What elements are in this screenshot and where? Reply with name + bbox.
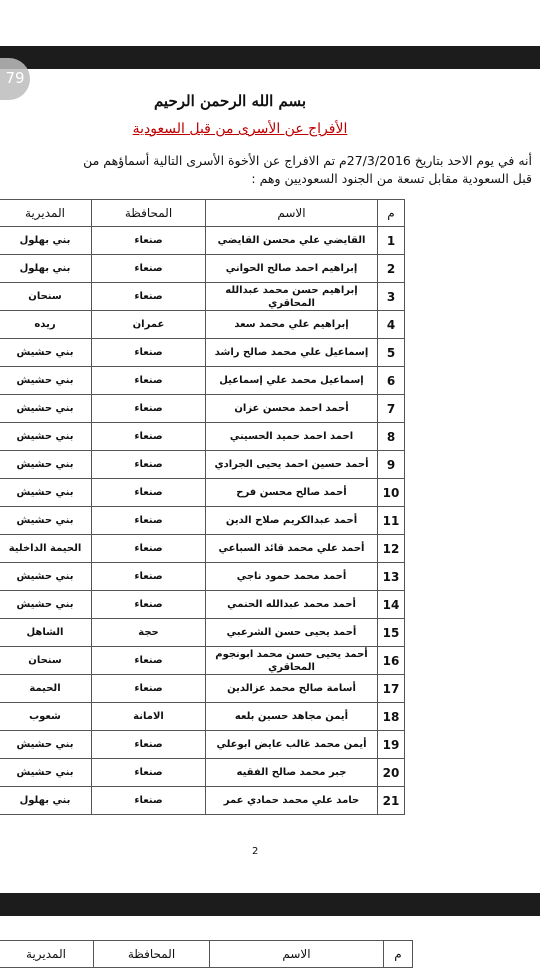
cell-name: القايضي علي محسن القايضي (206, 227, 378, 255)
cell-governorate: صنعاء (92, 647, 206, 675)
cell-governorate: صنعاء (92, 227, 206, 255)
cell-num: 3 (378, 283, 405, 311)
cell-num: 20 (378, 759, 405, 787)
cell-governorate: صنعاء (92, 339, 206, 367)
header-num: م (378, 200, 405, 227)
cell-num: 14 (378, 591, 405, 619)
cell-directorate: الشاهل (0, 619, 92, 647)
table-row (0, 591, 405, 619)
cell-governorate: صنعاء (92, 507, 206, 535)
cell-directorate: شعوب (0, 703, 92, 731)
header-directorate: المديرية (0, 941, 94, 968)
cell-num: 16 (378, 647, 405, 675)
table-row (0, 535, 405, 563)
cell-governorate: صنعاء (92, 451, 206, 479)
cell-num: 2 (378, 255, 405, 283)
cell-num: 1 (378, 227, 405, 255)
table-row (0, 311, 405, 339)
cell-name: أيمن محمد غالب عايض ابوعلي (206, 731, 378, 759)
cell-name: أحمد محمد حمود ناجي (206, 563, 378, 591)
cell-directorate: بني حشيش (0, 395, 92, 423)
table-row (0, 395, 405, 423)
cell-name: أحمد عبدالكريم صلاح الدين (206, 507, 378, 535)
cell-name: أحمد يحيى حسن محمد ابونجوم المحاقري (206, 647, 378, 675)
table-row (0, 255, 405, 283)
header-num: م (384, 941, 413, 968)
cell-num: 21 (378, 787, 405, 815)
cell-governorate: صنعاء (92, 563, 206, 591)
cell-directorate: الحيمة الداخلية (0, 535, 92, 563)
table-row (0, 703, 405, 731)
page-separator-bar (0, 46, 540, 69)
cell-directorate: بني حشيش (0, 507, 92, 535)
cell-governorate: صنعاء (92, 591, 206, 619)
cell-name: أسامة صالح محمد عزالدين (206, 675, 378, 703)
header-name: الاسم (210, 941, 384, 968)
cell-governorate: صنعاء (92, 255, 206, 283)
header-governorate: المحافظة (94, 941, 210, 968)
header-directorate: المديرية (0, 200, 92, 227)
cell-governorate: صنعاء (92, 675, 206, 703)
table-row (0, 479, 405, 507)
cell-name: أحمد حسين احمد يحيى الجرادي (206, 451, 378, 479)
cell-name: حامد علي محمد حمادي عمر (206, 787, 378, 815)
cell-name: أحمد صالح محسن فرح (206, 479, 378, 507)
basmala-heading: بسم الله الرحمن الرحيم (153, 92, 307, 110)
cell-num: 12 (378, 535, 405, 563)
cell-num: 13 (378, 563, 405, 591)
table-row (0, 675, 405, 703)
cell-num: 19 (378, 731, 405, 759)
cell-directorate: بني حشيش (0, 451, 92, 479)
cell-num: 5 (378, 339, 405, 367)
cell-num: 10 (378, 479, 405, 507)
cell-directorate: بني حشيش (0, 479, 92, 507)
intro-line-2: قبل السعودية مقابل تسعة من الجنود السعوديين وهم : (251, 171, 532, 186)
cell-directorate: بني حشيش (0, 339, 92, 367)
cell-name: إبراهيم احمد صالح الحواني (206, 255, 378, 283)
table-row (0, 283, 405, 311)
cell-num: 8 (378, 423, 405, 451)
cell-num: 17 (378, 675, 405, 703)
cell-directorate: بني حشيش (0, 367, 92, 395)
header-name: الاسم (206, 200, 378, 227)
cell-num: 18 (378, 703, 405, 731)
cell-name: أحمد محمد عبدالله الحنمي (206, 591, 378, 619)
cell-num: 4 (378, 311, 405, 339)
cell-num: 6 (378, 367, 405, 395)
cell-name: إبراهيم حسن محمد عبدالله المحاقري (206, 283, 378, 311)
cell-directorate: بني بهلول (0, 787, 92, 815)
cell-name: أيمن مجاهد حسين بلعه (206, 703, 378, 731)
cell-governorate: صنعاء (92, 759, 206, 787)
page-separator-bar (0, 893, 540, 916)
cell-directorate: بني حشيش (0, 759, 92, 787)
table-row (0, 731, 405, 759)
cell-governorate: صنعاء (92, 283, 206, 311)
cell-directorate: ريده (0, 311, 92, 339)
table-row (0, 227, 405, 255)
top-blank-area (0, 0, 540, 46)
next-page-table-header (0, 940, 413, 968)
table-row (0, 367, 405, 395)
cell-governorate: عمران (92, 311, 206, 339)
document-subtitle: الأفراج عن الأسرى من قبل السعودية (132, 121, 348, 137)
cell-name: جبر محمد صالح الفقيه (206, 759, 378, 787)
cell-name: احمد احمد حميد الحسيني (206, 423, 378, 451)
cell-governorate: صنعاء (92, 787, 206, 815)
prisoners-table (0, 199, 405, 815)
table-row (0, 507, 405, 535)
cell-name: إسماعيل محمد علي إسماعيل (206, 367, 378, 395)
cell-name: أحمد يحيى حسن الشرعبي (206, 619, 378, 647)
table-header-row (0, 200, 405, 227)
cell-directorate: سنحان (0, 283, 92, 311)
cell-governorate: صنعاء (92, 367, 206, 395)
table-row (0, 619, 405, 647)
cell-directorate: الحيمة (0, 675, 92, 703)
cell-governorate: صنعاء (92, 535, 206, 563)
cell-directorate: بني حشيش (0, 563, 92, 591)
cell-governorate: حجة (92, 619, 206, 647)
table-row (0, 563, 405, 591)
page-counter-badge[interactable]: 79 (0, 58, 30, 100)
cell-directorate: بني حشيش (0, 423, 92, 451)
table-row (0, 423, 405, 451)
cell-directorate: بني حشيش (0, 731, 92, 759)
table-row (0, 451, 405, 479)
cell-directorate: بني بهلول (0, 227, 92, 255)
intro-paragraph (12, 152, 532, 188)
intro-line-1: أنه في يوم الاحد بتاريخ 27/3/2016م تم الافراج عن الأخوة الأسرى التالية أسماؤهم من (83, 153, 532, 168)
cell-directorate: بني بهلول (0, 255, 92, 283)
cell-num: 9 (378, 451, 405, 479)
page-number: 2 (252, 846, 259, 857)
cell-name: أحمد علي محمد قائد السباعي (206, 535, 378, 563)
table-row (0, 647, 405, 675)
cell-governorate: الامانة (92, 703, 206, 731)
table-row (0, 787, 405, 815)
cell-num: 7 (378, 395, 405, 423)
cell-governorate: صنعاء (92, 423, 206, 451)
table-row (0, 339, 405, 367)
cell-governorate: صنعاء (92, 731, 206, 759)
cell-governorate: صنعاء (92, 395, 206, 423)
header-governorate: المحافظة (92, 200, 206, 227)
cell-name: إبراهيم علي محمد سعد (206, 311, 378, 339)
cell-directorate: بني حشيش (0, 591, 92, 619)
cell-directorate: سنحان (0, 647, 92, 675)
cell-name: أحمد احمد محسن عزان (206, 395, 378, 423)
cell-governorate: صنعاء (92, 479, 206, 507)
cell-num: 15 (378, 619, 405, 647)
table-header-row (0, 941, 413, 968)
cell-num: 11 (378, 507, 405, 535)
table-row (0, 759, 405, 787)
cell-name: إسماعيل علي محمد صالح راشد (206, 339, 378, 367)
